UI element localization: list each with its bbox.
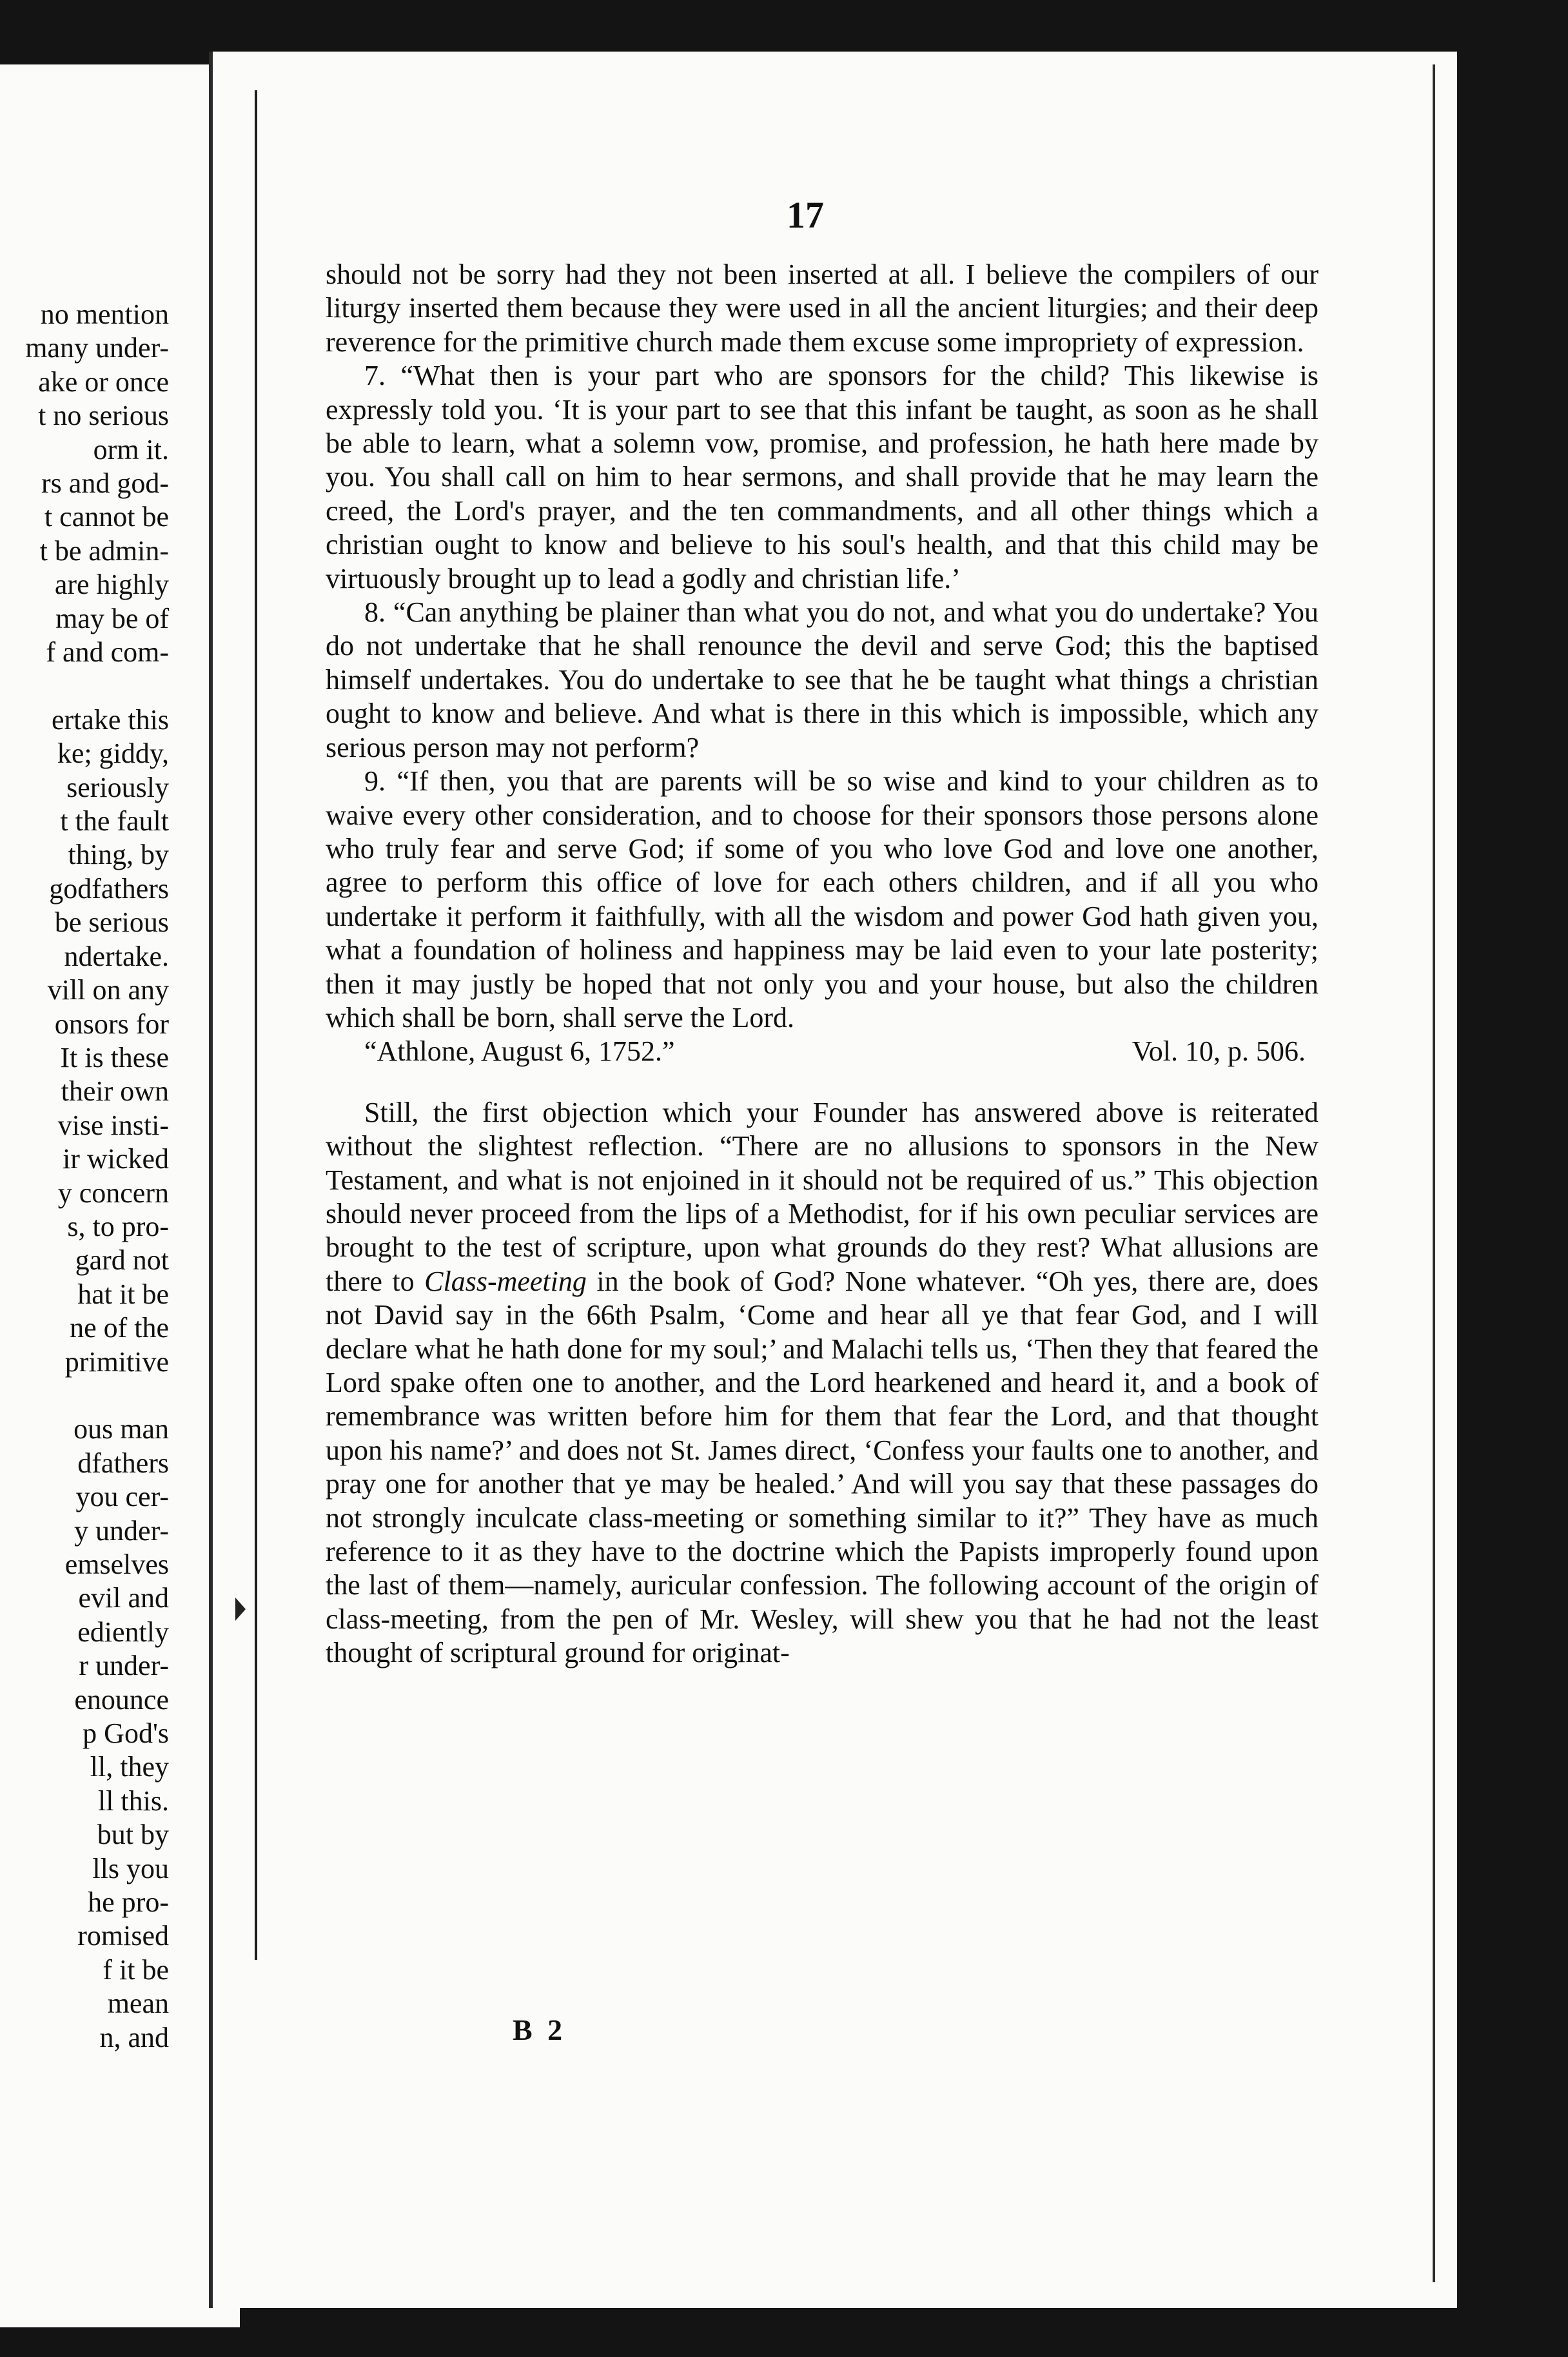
left-fragment-line: orm it. <box>93 433 169 465</box>
gutter-line <box>255 90 257 1960</box>
left-fragment-line: ake or once <box>38 366 169 398</box>
left-fragment-line: s, to pro- <box>67 1210 169 1242</box>
left-fragment-line: emselves <box>64 1549 169 1580</box>
left-fragment-line: evil and <box>78 1582 169 1614</box>
left-fragment-line: may be of <box>55 602 169 634</box>
left-fragment-line: p God's <box>83 1717 169 1750</box>
left-fragment-line: you cer- <box>75 1481 169 1513</box>
section-gap <box>326 1069 1318 1096</box>
left-fragment-line: n, and <box>99 2021 169 2053</box>
left-fragment-line: f and com- <box>46 636 169 669</box>
left-fragment-line: ndertake. <box>64 940 169 972</box>
body-text <box>326 258 1318 1670</box>
left-fragment-line: he pro- <box>88 1886 169 1919</box>
paragraph-continued: should not be sorry had they not been inserted at all. I believe the compilers of our liturgy inserted them because they were used in all the ancient liturgies; and their deep reverence for the primitive church made them excuse some impropriety of expression. <box>326 259 1318 358</box>
left-fragment-line: vill on any <box>47 974 169 1006</box>
left-fragment-line: no mention <box>40 298 169 330</box>
left-fragment-line: are highly <box>54 569 169 601</box>
paragraph-objection-part-2: in the book of God? None whatever. “Oh yes, there are, does not David say in the 66th Psalm, ‘Come and hear all ye that fear God, and I will declare what he hath done for my soul;’ and Malachi tells us, ‘Then they that feared the Lord spake often one to another, and the Lord hearkened and heard it, and a book of remembrance was written before him for them that fear the Lord, and that thought upon his name?’ and does not St. James direct, ‘Confess your faults one to another, and pray one for another that ye may be healed.’ And will you say that these passages do not strongly inculcate class-meeting or something similar to it?” They have as much reference to it as they have to the doctrine which the Papists improperly found upon the last of them—namely, auricular confession. The following account of the origin of class-meeting, from the pen of Mr. Wesley, will shew you that he had not the least thought of scriptural ground for originat- <box>326 1265 1318 1669</box>
left-fragment-line: many under- <box>25 332 169 364</box>
page-edge-line <box>1433 64 1435 2282</box>
paragraph-9: 9. “If then, you that are parents will be so wise and kind to your children as to waive every other consideration, and to choose for their sponsors those persons alone who truly fear and serve God; if some of you who love God and love one another, agree to perform this office of love for each others children, and if all you who undertake it perform it faithfully, with all the wisdom and power God hath given you, what a foundation of holiness and happiness may be laid even to your late posterity; then it may justly be hoped that not only you and your house, but also the children which shall be born, shall serve the Lord. <box>326 765 1318 1033</box>
signoff-reference: Vol. 10, p. 506. <box>1132 1035 1306 1068</box>
paragraph-objection <box>326 1096 1318 1670</box>
left-fragment-line: primitive <box>64 1345 169 1378</box>
left-fragment-line: lls you <box>92 1852 169 1884</box>
left-fragment-line: onsors for <box>54 1008 169 1040</box>
left-page-text <box>0 298 240 2055</box>
left-fragment-line: y under- <box>74 1514 169 1547</box>
left-fragment-line: ll, they <box>90 1751 169 1783</box>
left-fragment-line: It is these <box>60 1041 169 1073</box>
left-fragment-line: be serious <box>54 906 169 939</box>
left-fragment-line: ertake this <box>51 703 169 736</box>
left-fragment-line: vise insti- <box>57 1109 169 1141</box>
paragraph-8: 8. “Can anything be plainer than what you do not, and what you do undertake? You do not undertake that he shall renounce the devil and serve God; this the baptised himself undertakes. You do undertake to see that he be taught what things a christian ought to know and believe. And what is there in this which is impossible, which any serious person may not perform? <box>326 596 1318 763</box>
left-fragment-line: romised <box>77 1920 169 1952</box>
signoff-place-date: “Athlone, August 6, 1752.” <box>364 1035 675 1068</box>
left-fragment-line: but by <box>97 1819 169 1851</box>
left-fragment-line: y concern <box>57 1177 169 1209</box>
page-number: 17 <box>787 194 824 236</box>
left-fragment-line: ediently <box>77 1616 169 1648</box>
left-fragment-line: mean <box>107 1988 169 2020</box>
left-fragment-line: t cannot be <box>44 501 169 533</box>
left-fragment-line: t be admin- <box>39 534 169 567</box>
left-fragment-line: their own <box>61 1075 169 1108</box>
class-meeting-italic: Class-meeting <box>424 1265 587 1297</box>
left-fragment-line: thing, by <box>68 839 169 871</box>
left-fragment-line: ll this. <box>97 1785 169 1817</box>
signature-mark: B 2 <box>513 2013 567 2046</box>
left-fragment-line: enounce <box>74 1683 169 1716</box>
left-fragment-line: godfathers <box>49 872 169 905</box>
left-fragment-line: t the fault <box>60 805 169 837</box>
left-fragment-line: dfathers <box>77 1447 169 1479</box>
left-fragment-line: hat it be <box>77 1278 169 1310</box>
left-fragment-line: ir wicked <box>63 1143 169 1175</box>
paragraph-objection-part-1: Still, the first objection which your Founder has answered above is reiterated without the slightest reflection. “There are no allusions to sponsors in the New Testament, and what is not enjoined in it should not be required of us.” This objection should never proceed from the lips of a Methodist, for if his own peculiar services are brought to the test of scripture, upon what grounds do they rest? What allusions are there to <box>326 1096 1318 1297</box>
left-fragment-line: r under- <box>79 1650 169 1682</box>
left-fragment-line: ke; giddy, <box>57 738 169 770</box>
left-fragment-line: ne of the <box>70 1312 169 1344</box>
left-fragment-line: f it be <box>103 1953 169 1986</box>
left-fragment-line: gard not <box>75 1244 169 1276</box>
left-fragment-line <box>0 669 240 703</box>
left-fragment-line: ous man <box>74 1413 169 1445</box>
paragraph-7: 7. “What then is your part who are sponsors for the child? This likewise is expressly told you. ‘It is your part to see that this infant be taught, as soon as he shall be able to learn, what a solemn vow, promise, and profession, he hath here made by you. You shall call on him to hear sermons, and shall provide that he may learn the creed, the Lord's prayer, and the ten commandments, and all other things which a christian ought to know and believe to his soul's health, and that this child may be virtuously brought up to lead a godly and christian life.’ <box>326 360 1318 594</box>
left-fragment-line: rs and god- <box>41 467 169 500</box>
left-fragment-line: t no serious <box>38 400 169 432</box>
left-fragment-line: seriously <box>66 771 169 803</box>
letter-signoff <box>326 1035 1318 1068</box>
left-fragment-line <box>0 1379 240 1413</box>
